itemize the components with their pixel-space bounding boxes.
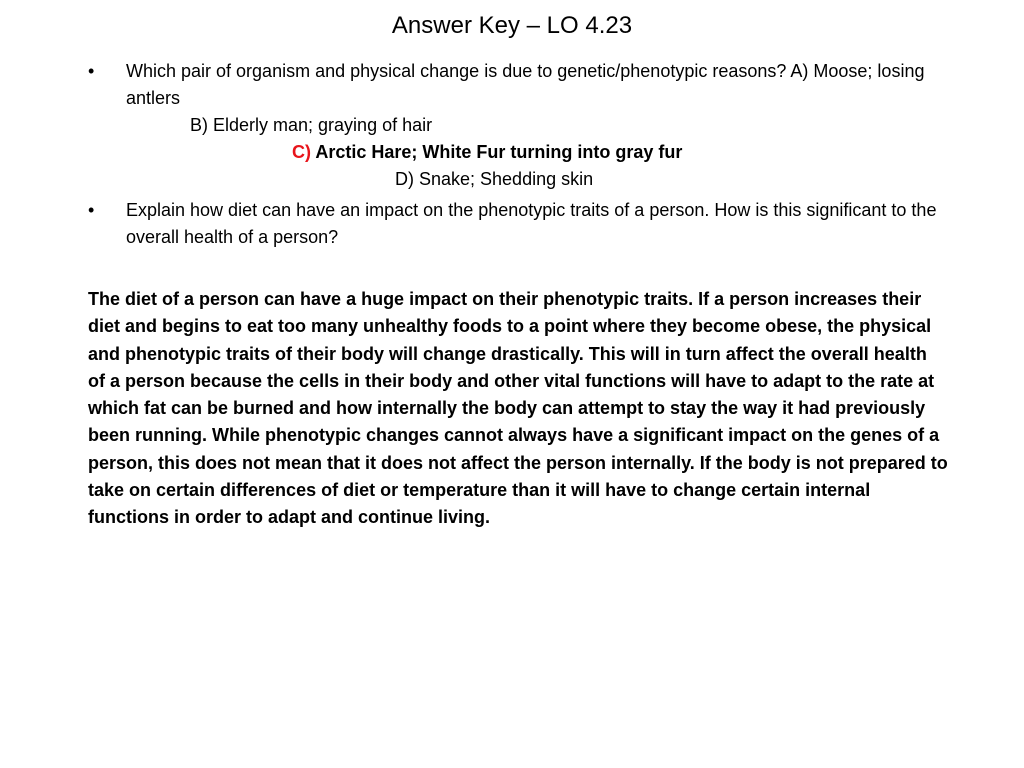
option-c-correct (126, 139, 948, 166)
answer-paragraph: The diet of a person can have a huge impact on their phenotypic traits. If a person increases their diet and begins to eat too many unhealthy foods to a point where they become obese, the physical and phenotypic traits of their body will change drastically. This will in turn affect the overall health of a person because the cells in their body and other vital functions will have to adapt to the rate at which fat can be burned and how internally the body can attempt to stay the way it had previously been running. While phenotypic changes cannot always have a significant impact on the genes of a person, this does not mean that it does not affect the person internally. If the body is not prepared to take on certain differences of diet or temperature than it will have to change certain internal functions in order to adapt and continue living. (88, 289, 948, 528)
option-b: B) Elderly man; graying of hair (190, 115, 433, 135)
bullet-icon: • (88, 61, 95, 81)
option-c-letter: C) (292, 142, 311, 162)
bullet-icon: • (88, 200, 95, 220)
question-list (88, 58, 948, 255)
slide-title: Answer Key – LO 4.23 (391, 12, 633, 39)
question-2 (88, 197, 948, 251)
question-1 (88, 58, 948, 193)
question-1-text: Which pair of organism and physical change is due to genetic/phenotypic reasons? A) Moose; losing antlers (126, 61, 925, 108)
option-d: D) Snake; Shedding skin (395, 169, 594, 189)
option-c-text: Arctic Hare; White Fur turning into gray fur (315, 142, 683, 162)
question-2-text: Explain how diet can have an impact on the phenotypic traits of a person. How is this significant to the overall health of a person? (126, 200, 937, 247)
